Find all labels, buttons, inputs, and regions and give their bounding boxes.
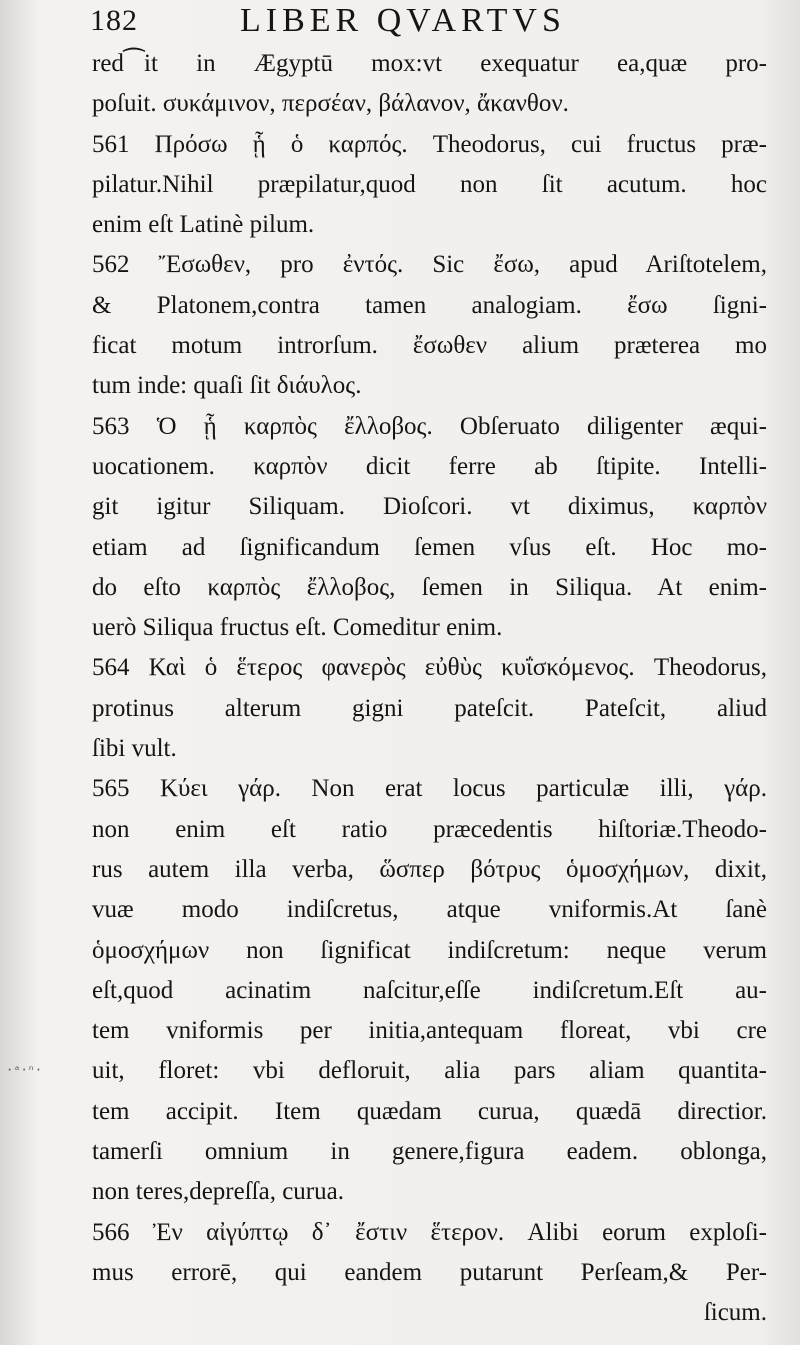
text-line: 562 Ἔσωθεν, pro ἐντός. Sic ἔσω, apud Ariſtotelem, [92,251,767,279]
text-line: uerò Siliqua fructus eſt. Comeditur enim. [92,614,503,642]
text-line: 564 Καὶ ὁ ἕτερος φανερὸς εὐθὺς κυΐσκόμενος. Theodorus, [92,654,767,682]
text-line: eſt,quod acinatim naſcitur,eſſe indiſcretum.Eſt au- [92,976,767,1004]
text-line: 566 Ἐν αἰγύπτῳ δ᾽ ἔστιν ἕτερον. Alibi eorum exploſi- [92,1218,767,1246]
text-line: git igitur Siliquam. Dioſcori. vt diximus, καρπὸν [92,493,767,521]
text-line: vuæ modo indiſcretus, atque vniformis.At ſanè [92,896,767,924]
text-line: 565 Κύει γάρ. Non erat locus particulæ illi, γάρ. [92,775,767,803]
text-line: ὁμοσχήμων non ſignificat indiſcretum: neque verum [92,936,767,964]
text-line: pilatur.Nihil præpilatur,quod non ſit acutum. hoc [92,170,767,198]
page-header [90,0,770,44]
text-line: ſibi vult. [92,735,177,763]
text-line: uocationem. καρπὸν dicit ferre ab ſtipite. Intelli- [92,452,767,480]
text-line: uit, floret: vbi defloruit, alia pars aliam quantita- [92,1057,767,1085]
text-line: tem vniformis per initia,antequam floreat, vbi cre [92,1017,767,1045]
text-line: ficat motum introrſum. ἔσωθεν alium præterea mo [92,332,767,360]
text-line: non enim eſt ratio præcedentis hiſtoriæ.Theodo- [92,815,767,843]
running-head: LIBER QVARTVS [240,2,566,39]
text-line: protinus alterum gigni pateſcit. Pateſcit, aliud [92,694,767,722]
text-line: mus errorē, qui eandem putarunt Perſeam,& Per- [92,1258,767,1286]
text-line: 563 Ὁ ᾗ καρπὸς ἔλλοβος. Obſeruato diligenter æqui- [92,412,767,440]
text-line: ſicum. [703,1299,767,1327]
text-line: red⁀it in Ægyptū mox:vt exequatur ea,quæ pro- [92,50,767,77]
text-line: tum inde: quaſi ſit διάυλος. [92,372,362,400]
text-line: poſuit. συκάμινον, περσέαν, βάλανον, ἄκανθον. [92,90,569,118]
text-line: do eſto καρπὸς ἔλλοβος, ſemen in Siliqua. At enim- [92,573,767,601]
margin-mark: ·ᵃ·ⁿ· [6,1063,43,1077]
text-line: etiam ad ſignificandum ſemen vſus eſt. Hoc mo- [92,533,767,561]
text-line: non teres,depreſſa, curua. [92,1178,344,1206]
page-number: 182 [90,4,138,37]
body-text [92,44,767,1334]
text-line: 561 Πρόσω ᾗ ὁ καρπός. Theodorus, cui fructus præ- [92,130,767,158]
text-line: tamerſi omnium in genere,figura eadem. oblonga, [92,1138,767,1166]
text-line: tem accipit. Item quædam curua, quædā directior. [92,1097,767,1125]
text-line: enim eſt Latinè pilum. [92,211,315,239]
text-line: rus autem illa verba, ὥσπερ βότρυς ὁμοσχήμων, dixit, [92,855,767,883]
text-line: & Platonem,contra tamen analogiam. ἔσω ſigni- [92,291,767,319]
